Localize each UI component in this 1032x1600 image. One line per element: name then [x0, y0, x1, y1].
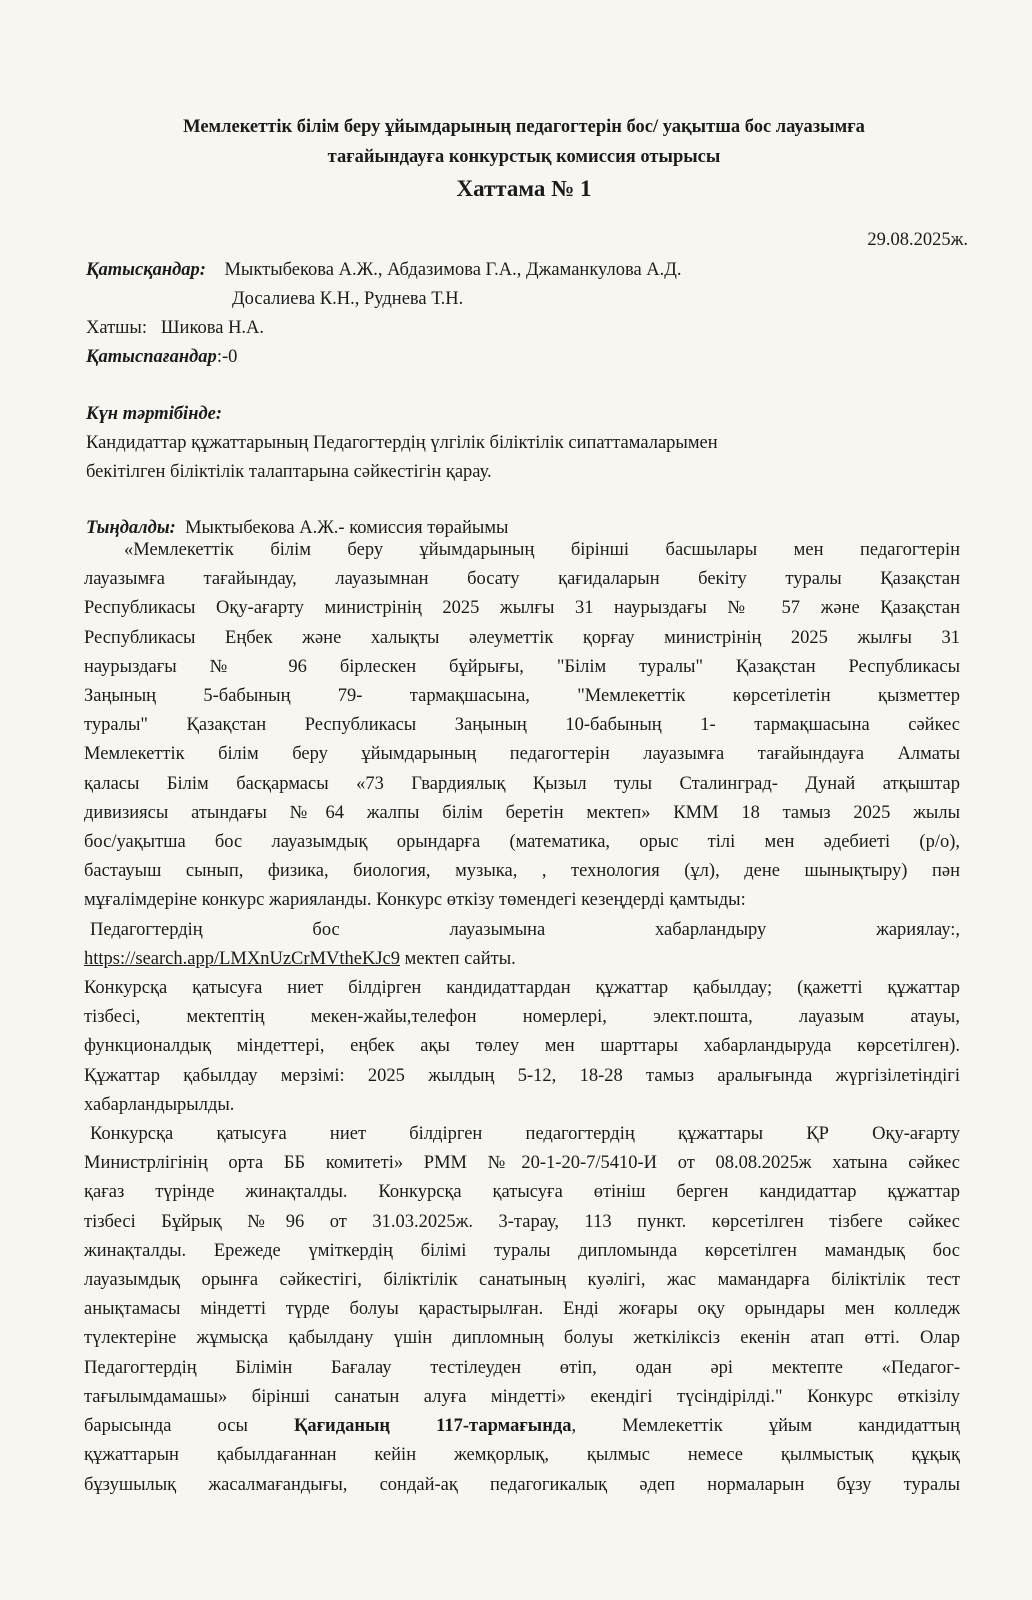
body-line: Педагогтердің Білімін Бағалау тестілеуден өтіп, одан әрі мектепте «Педагог- [84, 1357, 960, 1378]
body-line-part: барысында осы [84, 1416, 294, 1437]
body-line: бастауыш сынып, физика, биология, музыка, , технология (ұл), дене шынықтыру) пән [84, 861, 960, 882]
heard-value: Мыктыбекова А.Ж.- комиссия төрайымы [185, 518, 509, 538]
body-line: дивизиясы атындағы №64 жалпы білім беретін мектеп» КММ 18 тамыз 2025 жылы [84, 802, 960, 823]
body-line: Мемлекеттік білім беру ұйымдарының педагогтерін лауазымға тағайындауға Алматы [84, 744, 960, 765]
body-line: «Мемлекеттік білім беру ұйымдарының бірінші басшылары мен педагогтерін [124, 540, 960, 560]
body-line: Республикасы Оқу-ағарту министрінің 2025 жылғы 31 наурыздағы № 57 және Қазақстан [84, 598, 960, 619]
agenda-block [86, 400, 962, 487]
heard-label: Тыңдалды: [86, 518, 176, 538]
absent-row [86, 343, 962, 372]
body-line: Құжаттар қабылдау мерзімі: 2025 жылдың 5-12, 18-28 тамыз аралығында жүргізілетіндігі [84, 1065, 960, 1086]
header-line-1: Мемлекеттік білім беру ұйымдарының педагогтерін бос/ уақытша бос лауазымға [183, 117, 865, 137]
secretary-name: Шикова Н.А. [160, 318, 265, 338]
body-line: бұзушылық жасалмағандығы, сондай-ақ педагогикалық әдеп нормаларын бұзу туралы [84, 1474, 960, 1495]
header-line-2: тағайындауға конкурстық комиссия отырысы [327, 147, 721, 167]
body-line: функционалдық міндеттері, еңбек ақы төлеу мен шарттары хабарландыруда көрсетілген). [84, 1036, 960, 1057]
body-line: лауазымдық орынға сәйкестігі, біліктілік санатының куәлігі, жас мамандарға біліктілік тест [84, 1270, 960, 1291]
absent-value: :-0 [216, 347, 238, 367]
rule-reference: Қағиданың 117-тармағында [293, 1416, 572, 1437]
body-line: мұғалімдеріне конкурс жарияланды. Конкурс өткізу төмендегі кезеңдерді қамтыды: [84, 890, 746, 911]
agenda-label-row [86, 400, 962, 429]
participants-names-2: Досалиева К.Н., Руднева Т.Н. [232, 289, 464, 309]
body-line: Конкурсқа қатысуға ниет білдірген педагогтердің құжаттары ҚР Оқу-ағарту [90, 1124, 960, 1145]
participants-names-1: Мыктыбекова А.Ж., Абдазимова Г.А., Джаманкулова А.Д. [224, 260, 682, 280]
secretary-row [86, 314, 962, 343]
body-line-link [84, 945, 960, 974]
body-line: тағылымдамашы» бірінші санатын алуға міндетті» екендігі түсіндірілді." Конкурс өткізілу [84, 1386, 960, 1407]
body-line-bold-ref [84, 1412, 960, 1441]
body-line: Республикасы Еңбек және халықты әлеуметтік қорғау министрінің 2025 жылғы 31 [84, 627, 960, 648]
agenda-line-1: Кандидаттар құжаттарының Педагогтердің үлгілік біліктілік сипаттамаларымен [86, 433, 718, 453]
body-line: Заңының 5-бабының 79- тармақшасына, "Мемлекеттік көрсетілетін қызметтер [84, 686, 960, 707]
body-line: қағаз түрінде жинақталды. Конкурсқа қатысуға өтініш берген кандидаттар құжаттар [84, 1182, 960, 1203]
body-line: түлектеріне жұмысқа қабылдану үшін дипломның болуы жеткіліксіз екенін атап өтті. Олар [84, 1328, 960, 1349]
school-site-link[interactable]: https://search.app/LMXnUzCrMVtheKJc9 [84, 948, 400, 969]
participants-block [86, 256, 962, 372]
body-line: анықтамасы міндетті түрде болуы қарастырылған. Енді жоғары оқу орындары мен колледж [84, 1299, 960, 1320]
absent-label: Қатыспағандар [86, 347, 217, 367]
body-line: тізбесі Бұйрық №96 от 31.03.2025ж. 3-тарау, 113 пункт. көрсетілген тізбеге сәйкес [84, 1211, 960, 1232]
body-line: Педагогтердің бос лауазымына хабарландыру жариялау:, [90, 919, 960, 940]
body-line-part: , Мемлекеттік ұйым кандидаттың [571, 1416, 960, 1437]
agenda-line-2: бекітілген біліктілік талаптарына сәйкестігін қарау. [86, 462, 492, 482]
body-line: туралы" Қазақстан Республикасы Заңының 10-бабының 1- тармақшасына сәйкес [84, 715, 960, 736]
body-line: қаласы Білім басқармасы «73 Гвардиялық Қызыл тулы Сталинград- Дунай атқыштар [84, 773, 960, 794]
body-line: Министрлігінің орта ББ комитеті» РММ №20-1-20-7/5410-И от 08.08.2025ж хатына сәйкес [84, 1153, 960, 1174]
document-date: 29.08.2025ж. [867, 230, 968, 250]
secretary-label: Хатшы: [86, 318, 147, 338]
document-header [90, 112, 958, 206]
body-line: тізбесі, мектептің мекен-жайы,телефон номерлері, элект.пошта, лауазым атауы, [84, 1007, 960, 1028]
participants-row-2 [86, 285, 962, 314]
participants-label: Қатысқандар: [86, 260, 206, 280]
body-line: наурыздағы № 96 бірлескен бұйрығы, "Білім туралы" Қазақстан Республикасы [84, 656, 960, 677]
document-title: Хаттама № 1 [456, 176, 592, 201]
body-line: хабарландырылды. [84, 1094, 235, 1115]
body-line: Конкурсқа қатысуға ниет білдірген кандидаттардан құжаттар қабылдау; (қажетті құжаттар [84, 978, 960, 999]
body-line: құжаттарын қабылдағаннан кейін жемқорлық, қылмыс немесе қылмыстық құқық [84, 1445, 960, 1466]
participants-row-1 [86, 256, 962, 285]
body-line: лауазымға тағайындау, лауазымнан босату қағидаларын бекіту туралы Қазақстан [84, 569, 960, 590]
body-line: бос/уақытша бос лауазымдық орындарға (математика, орыс тілі мен әдебиеті (р/о), [84, 832, 960, 853]
protocol-body [84, 536, 960, 1500]
body-line-link-rest: мектеп сайты. [399, 948, 516, 969]
agenda-label: Күн тәртібінде: [86, 404, 223, 424]
body-line: жинақталды. Ережеде үміткердің білімі туралы дипломында көрсетілген мамандық бос [84, 1240, 960, 1261]
